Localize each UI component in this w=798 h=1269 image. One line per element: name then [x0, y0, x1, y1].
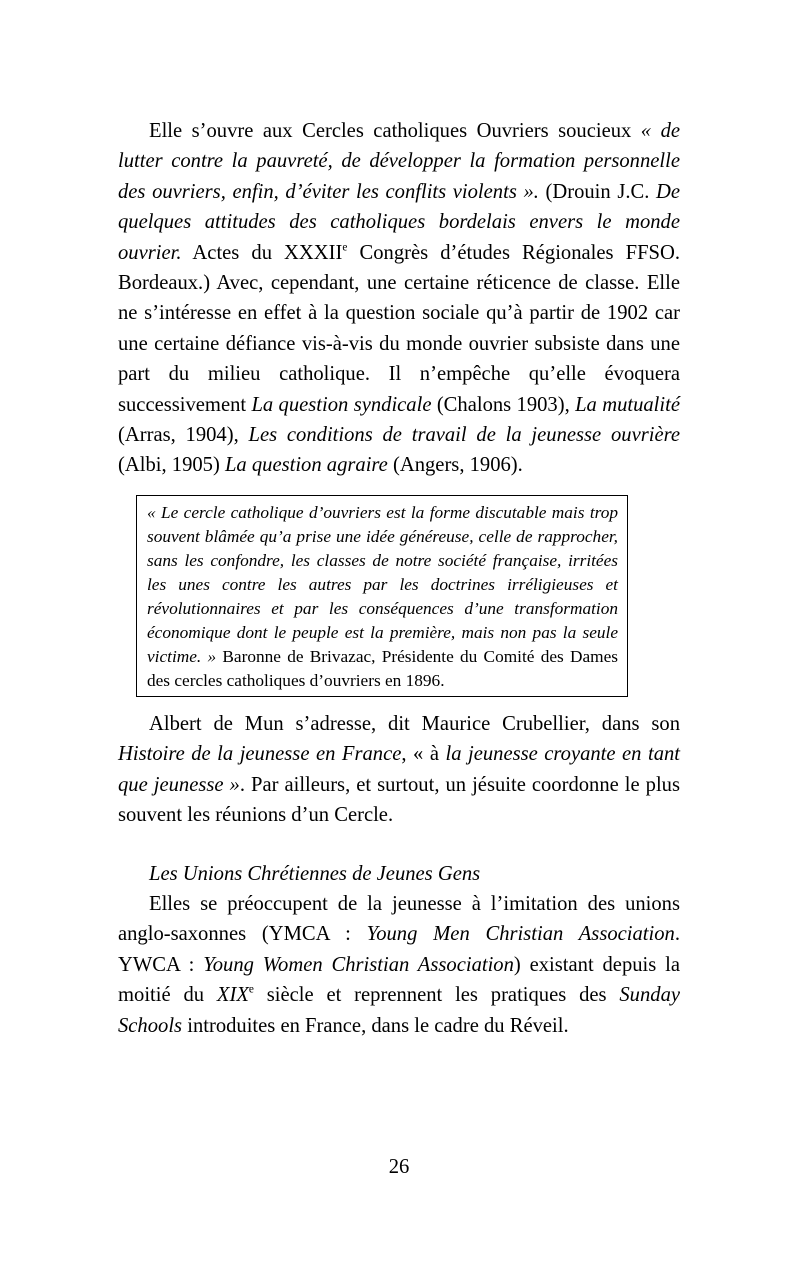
italic-title: La mutualité [575, 393, 680, 416]
italic-title: Histoire de la jeunesse en France [118, 743, 402, 766]
italic-title: Sunday Schools [118, 984, 680, 1037]
paragraph-albert-de-mun [118, 709, 680, 831]
text-run: (Albi, 1905) [118, 454, 225, 477]
text-run: Actes du XXXII [181, 241, 343, 264]
paragraph-cercles-catholiques [118, 116, 680, 481]
italic-title: La question syndicale [251, 393, 432, 416]
quote-box [136, 495, 628, 697]
text-run: Elles se préoccupent de la jeunesse à l’imitation des unions anglo-saxonnes (YMCA : [118, 892, 680, 946]
page-body [118, 116, 680, 1041]
italic-century: XIX [216, 984, 249, 1007]
italic-title: Les conditions de travail de la jeunesse ouvrière [248, 424, 680, 447]
italic-title: Young Women Christian Association [203, 953, 514, 976]
italic-title: Young Men Christian Association [366, 923, 675, 946]
spacer [118, 831, 680, 859]
superscript: e [342, 241, 348, 254]
italic-quote: « de lutter contre la pauvreté, de développer la formation personnelle des ouvriers, enfin, d’éviter les conflits violents ». [118, 120, 681, 203]
text-run: (Arras, 1904), [118, 424, 249, 447]
paragraph-unions-chretiennes [118, 889, 680, 1041]
text-run: (Chalons 1903), [431, 393, 576, 416]
text-run: Albert de Mun s’adresse, dit Maurice Crubellier, dans son [149, 712, 680, 735]
text-run: introduites en France, dans le cadre du Réveil. [182, 1014, 569, 1037]
section-heading: Les Unions Chrétiennes de Jeunes Gens [149, 862, 481, 885]
italic-title: La question agraire [224, 454, 388, 477]
text-run: . Par ailleurs, et surtout, un jésuite coordonne le plus souvent les réunions d’un Cercle. [118, 773, 680, 827]
page-number: 26 [388, 1156, 410, 1178]
superscript: e [248, 983, 254, 996]
text-run: siècle et reprennent les pratiques des [253, 984, 620, 1007]
text-run: , « à [401, 743, 446, 766]
italic-quote: la jeunesse croyante en tant que jeunesse » [118, 743, 681, 796]
text-run: . YWCA : [118, 923, 680, 976]
text-run: Congrès d’études Régionales FFSO. Bordeaux.) Avec, cependant, une certaine réticence de classe. Elle ne s’intéresse en effet à la question sociale qu’à partir de 1902 car une certaine défiance vis-à-vis du monde ouvrier subsiste dans une part du milieu catholique. Il n’empêche qu’elle évoquera successivement [118, 241, 680, 416]
text-run: Elle s’ouvre aux Cercles catholiques Ouvriers soucieux [149, 120, 641, 142]
quote-attribution: Baronne de Brivazac, Présidente du Comité des Dames des cercles catholiques d’ouvriers en 1896. [147, 646, 618, 690]
quote-text: « Le cercle catholique d’ouvriers est la forme discutable mais trop souvent blâmée qu’a prise une idée généreuse, celle de rapprocher, sans les confondre, les classes de notre société française, irritées les unes contre les autres par les doctrines irréligieuses et révolutionnaires et par les conséquences d’une transformation économique dont le peuple est la première, mais non pas la seule victime. » [147, 502, 618, 666]
text-run: ) existant depuis la moitié du [118, 953, 680, 1007]
text-run: (Angers, 1906). [387, 454, 523, 477]
italic-title: De quelques attitudes des catholiques bordelais envers le monde ouvrier. [118, 180, 680, 264]
text-run: (Drouin J.C. [538, 180, 656, 203]
